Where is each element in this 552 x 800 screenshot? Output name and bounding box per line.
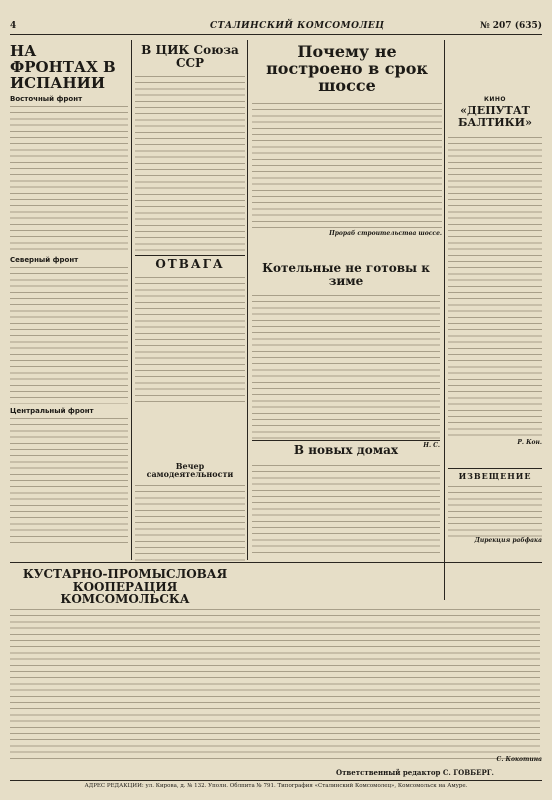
kustar-title-block: [10, 567, 240, 607]
highway-article: [252, 44, 442, 244]
otvaga-title: ОТВАГА: [155, 257, 225, 271]
spain-title: НА ФРОНТАХ В ИСПАНИИ: [10, 42, 116, 92]
column-rule: [444, 40, 445, 600]
cinema-kicker: КИНО: [483, 96, 507, 103]
column-rule: [247, 40, 248, 255]
kustar-title: КУСТАРНО-ПРОМЫСЛОВАЯ КООПЕРАЦИЯ КОМСОМОЛЬСКА: [22, 567, 228, 607]
spain-text-1: [10, 103, 128, 253]
page-number: 4: [10, 21, 17, 31]
evening-text: [135, 482, 245, 562]
houses-title: В новых домах: [293, 443, 399, 457]
column-rule: [131, 40, 132, 560]
north-front-subhead: Северный фронт: [10, 256, 79, 265]
spain-text-3: [10, 415, 128, 545]
notice-signature: Дирекция рабфака: [474, 537, 542, 545]
highway-text: [252, 100, 442, 230]
cinema-article: [448, 96, 542, 456]
newspaper-name: СТАЛИНСКИЙ КОМСОМОЛЕЦ: [210, 21, 385, 31]
section-rule: [448, 468, 542, 469]
east-front-subhead: Восточный фронт: [10, 95, 83, 104]
cinema-text: [448, 134, 542, 439]
editor-line: Ответственный редактор С. ГОВБЕРГ.: [336, 768, 494, 777]
evening-title: Вечер самодеятельности: [146, 461, 234, 480]
kustar-text: [10, 606, 540, 761]
cik-text: [135, 73, 245, 253]
cik-title: В ЦИК Союза ССР: [141, 43, 239, 70]
cinema-signature: Р. Кон.: [517, 439, 542, 447]
boilers-title: Котельные не готовы к зиме: [262, 261, 430, 288]
central-front-subhead: Центральный фронт: [10, 407, 94, 416]
otvaga-article: [135, 258, 245, 410]
cinema-title: «ДЕПУТАТ БАЛТИКИ»: [458, 104, 532, 129]
houses-text: [252, 462, 440, 558]
issue-number: № 207 (635): [479, 21, 542, 31]
highway-title: Почему не построено в срок шоссе: [266, 42, 428, 95]
spain-article: [10, 44, 128, 556]
houses-article: [252, 444, 440, 559]
kustar-signature: С. Кокотина: [496, 756, 542, 763]
page-header: [10, 20, 542, 35]
column-rule: [247, 255, 248, 560]
publisher-footer: АДРЕС РЕДАКЦИИ: ул. Кирова, д. № 132. Уполн. Облпита № 791. Типография «Сталинский Комсомолец», Комсомольск на Амуре.: [10, 780, 542, 789]
notice-title: ИЗВЕЩЕНИЕ: [458, 471, 532, 481]
section-rule: [135, 255, 245, 256]
section-rule: [252, 440, 440, 441]
section-rule: [10, 562, 542, 563]
notice-text: [448, 483, 542, 537]
notice-article: [448, 472, 542, 552]
cik-article: [135, 44, 245, 244]
evening-article: [135, 462, 245, 558]
otvaga-text: [135, 274, 245, 404]
highway-signature: Прораб строительства шоссе.: [329, 230, 442, 238]
boilers-text: [252, 292, 440, 442]
spain-text-2: [10, 264, 128, 404]
boilers-signature: Н. С.: [423, 442, 440, 450]
